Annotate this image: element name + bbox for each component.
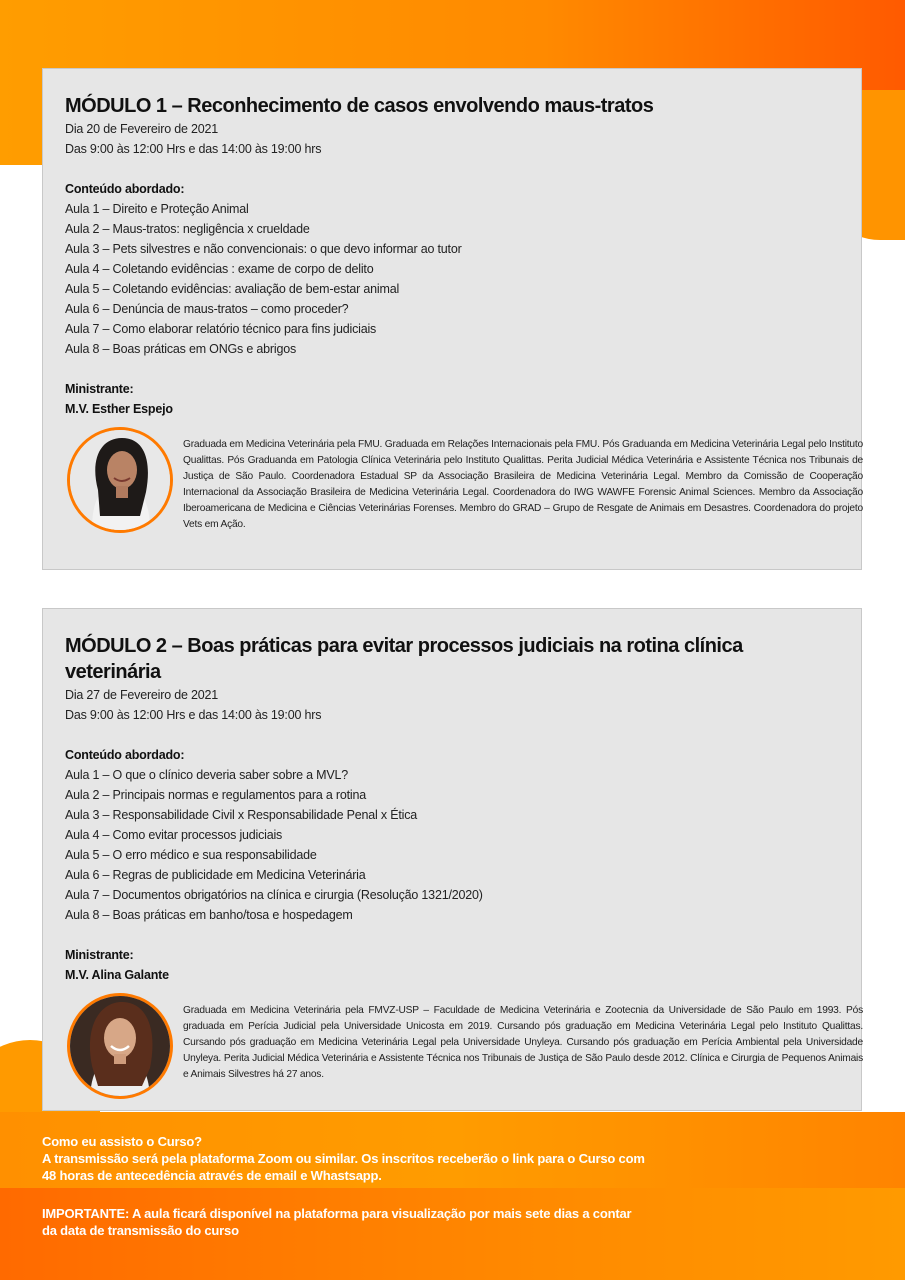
lesson-item: Aula 4 – Coletando evidências : exame de corpo de delito — [65, 262, 374, 276]
module-1-lesson-list — [65, 199, 839, 359]
module-1-date: Dia 20 de Fevereiro de 2021 — [65, 122, 219, 136]
how-to-attend-block — [42, 1133, 722, 1184]
module-2-instructor-heading: Ministrante: — [65, 948, 134, 962]
lesson-item: Aula 5 – O erro médico e sua responsabilidade — [65, 848, 317, 862]
module-2-card — [42, 608, 862, 1111]
module-2-instructor-bio: Graduada em Medicina Veterinária pela FMVZ-USP – Faculdade de Medicina Veterinária e Zootecnia da Universidade de São Paulo em 1993. Pós graduada em Perícia Judicial pela Universidade Unicosta em 2019. Cursando pós graduação em Medicina Veterinária Legal pelo Instituto Qualittas. Cursando pós graduação em Medicina Veterinária Legal pela Universidade Unyleya. Cursando pós graduação em Perícia Ambiental pela Universidade Unyleya. Perita Judicial Médica Veterinária e Assistente Técnica nos Tribunais de Justiça de São Paulo desde 2012. Clínica e Cirurgia de Pequenos Animais e Animais Silvestres há 27 anos. — [183, 1005, 863, 1080]
lesson-item: Aula 6 – Denúncia de maus-tratos – como proceder? — [65, 302, 349, 316]
how-to-attend-question: Como eu assisto o Curso? — [42, 1134, 202, 1149]
lesson-item: Aula 2 – Principais normas e regulamentos para a rotina — [65, 788, 366, 802]
module-1-instructor-heading: Ministrante: — [65, 382, 134, 396]
lesson-item: Aula 3 – Responsabilidade Civil x Responsabilidade Penal x Ética — [65, 808, 418, 822]
module-2-title: MÓDULO 2 – Boas práticas para evitar processos judiciais na rotina clínica veterinária — [65, 635, 743, 683]
important-notice-line-1: IMPORTANTE: A aula ficará disponível na plataforma para visualização por mais sete dias a contar — [42, 1206, 632, 1221]
module-1-title: MÓDULO 1 – Reconhecimento de casos envolvendo maus-tratos — [65, 95, 654, 117]
module-2-instructor-name: M.V. Alina Galante — [65, 968, 169, 982]
module-1-content-heading: Conteúdo abordado: — [65, 182, 185, 196]
lesson-item: Aula 2 – Maus-tratos: negligência x crueldade — [65, 222, 310, 236]
module-2-instructor-bio-row — [65, 993, 863, 1123]
lesson-item: Aula 1 – O que o clínico deveria saber sobre a MVL? — [65, 768, 349, 782]
lesson-item: Aula 8 – Boas práticas em banho/tosa e hospedagem — [65, 908, 353, 922]
module-2-date: Dia 27 de Fevereiro de 2021 — [65, 688, 219, 702]
lesson-item: Aula 3 – Pets silvestres e não convencionais: o que devo informar ao tutor — [65, 242, 462, 256]
lesson-item: Aula 7 – Como elaborar relatório técnico para fins judiciais — [65, 322, 377, 336]
instructor-photo-esther — [67, 427, 173, 533]
lesson-item: Aula 5 – Coletando evidências: avaliação de bem-estar animal — [65, 282, 400, 296]
how-to-attend-answer-line-1: A transmissão será pela plataforma Zoom ou similar. Os inscritos receberão o link para o Curso com — [42, 1151, 645, 1166]
module-1-instructor-name: M.V. Esther Espejo — [65, 402, 173, 416]
lesson-item: Aula 7 – Documentos obrigatórios na clínica e cirurgia (Resolução 1321/2020) — [65, 888, 483, 902]
module-2-lesson-list — [65, 765, 839, 925]
module-2-hours: Das 9:00 às 12:00 Hrs e das 14:00 às 19:00 hrs — [65, 708, 322, 722]
instructor-photo-alina — [67, 993, 173, 1099]
important-notice-block — [42, 1205, 722, 1239]
important-notice-line-2: da data de transmissão do curso — [42, 1223, 239, 1238]
lesson-item: Aula 1 – Direito e Proteção Animal — [65, 202, 249, 216]
module-1-instructor-bio-row — [65, 427, 863, 557]
lesson-item: Aula 6 – Regras de publicidade em Medicina Veterinária — [65, 868, 366, 882]
lesson-item: Aula 8 – Boas práticas em ONGs e abrigos — [65, 342, 297, 356]
module-1-card — [42, 68, 862, 570]
module-1-hours: Das 9:00 às 12:00 Hrs e das 14:00 às 19:00 hrs — [65, 142, 322, 156]
lesson-item: Aula 4 – Como evitar processos judiciais — [65, 828, 283, 842]
how-to-attend-answer-line-2: 48 horas de antecedência através de email e Whastsapp. — [42, 1168, 382, 1183]
module-1-instructor-bio: Graduada em Medicina Veterinária pela FMU. Graduada em Relações Internacionais pela FMU. Pós Graduanda em Medicina Veterinária Legal pelo Instituto Qualittas. Pós Graduanda em Patologia Clínica Veterinária pelo Instituto Qualittas. Perita Judicial Médica Veterinária e Assistente Técnica nos Tribunais de Justiça de São Paulo. Coordenadora Estadual SP da Associação Brasileira de Medicina Veterinária Legal. Membro da Comissão de Cooperação Internacional da Associação Brasileira de Medicina Veterinária Legal. Coordenadora do IWG WAWFE Forensic Animal Sciences. Membro da Associação Iberoamericana de Medicina e Ciências Veterinárias Forenses. Membro do GRAD – Grupo de Resgate de Animais em Desastres. Coordenadora do projeto Vets em Ação. — [183, 439, 863, 530]
module-2-content-heading: Conteúdo abordado: — [65, 748, 185, 762]
